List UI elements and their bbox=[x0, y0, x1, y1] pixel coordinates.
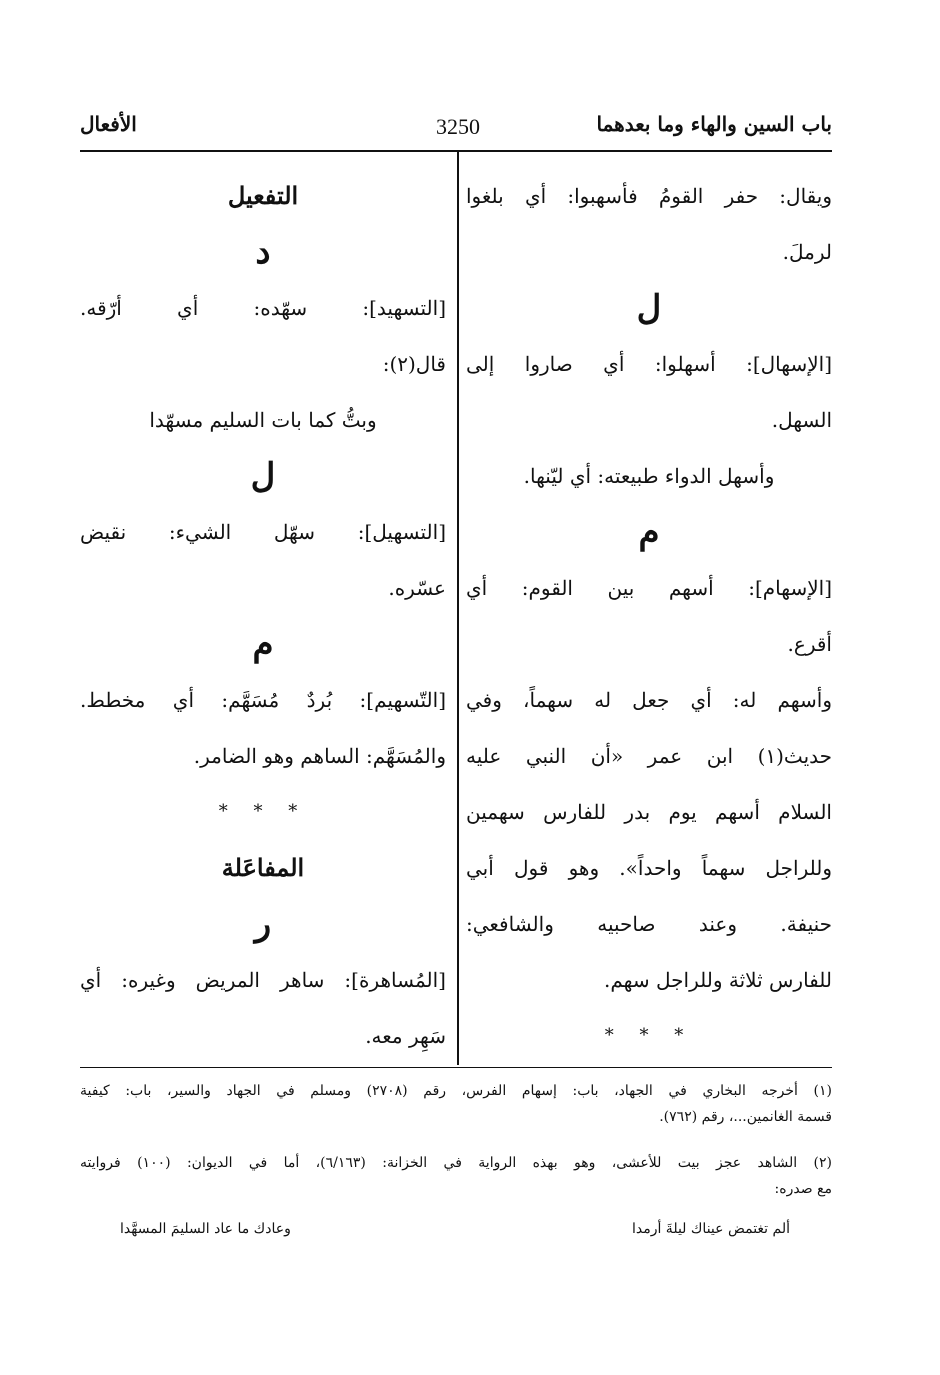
letter-heading-lam: ل bbox=[250, 456, 276, 496]
verse-first-hemistich: ألم تغتمض عيناك ليلةَ أرمدا bbox=[631, 1221, 790, 1237]
running-header-chapter: باب السين والهاء وما بعدهما bbox=[596, 112, 832, 136]
text-line: ويقال: حفر القومُ فأسهبوا: أي بلغوا bbox=[466, 184, 832, 208]
footnote-line: (١) أخرجه البخاري في الجهاد، باب: إسهام الفرس، رقم (٢٧٠٨) ومسلم في الجهاد والسير، باب: كيفية bbox=[80, 1083, 832, 1099]
text-line: [التسهيد]: سهّده: أي أرّقه. bbox=[80, 296, 446, 320]
text-line: وللراجل سهماً واحداً». وهو قول أبي bbox=[466, 856, 832, 880]
text-line: السهل. bbox=[771, 408, 832, 432]
text-line: حنيفة. وعند صاحبيه والشافعي: bbox=[466, 912, 832, 936]
running-header-section: الأفعال bbox=[80, 112, 137, 136]
text-line: السلام أسهم يوم بدر للفارس سهمين bbox=[466, 800, 832, 824]
verse-second-hemistich: وعادك ما عاد السليمَ المسهَّدا bbox=[120, 1221, 291, 1237]
text-line: سَهِر معه. bbox=[365, 1024, 446, 1048]
left-column bbox=[80, 168, 446, 1064]
page-number: 3250 bbox=[436, 114, 480, 139]
section-title-mufaala: المفاعَلة bbox=[221, 853, 305, 882]
letter-heading-ra: ر bbox=[254, 904, 272, 944]
footnote-rule bbox=[80, 1067, 832, 1068]
letter-heading-lam: ل bbox=[636, 288, 662, 328]
header-rule bbox=[80, 150, 832, 152]
text-line: قال(٢): bbox=[382, 352, 446, 376]
text-line: [التسهيل]: سهّل الشيء: نقيض bbox=[80, 520, 446, 544]
letter-heading-dal: د bbox=[255, 232, 271, 272]
footnote-verse bbox=[120, 1221, 790, 1247]
text-line: [الإسهام]: أسهم بين القوم: أي bbox=[466, 576, 832, 600]
text-line: وأسهل الدواء طبيعته: أي ليّنها. bbox=[523, 464, 775, 488]
verse-line: وبتُّ كما بات السليم مسهّدا bbox=[149, 408, 377, 432]
footnote-2 bbox=[80, 1150, 832, 1202]
text-line: [الإسهال]: أسهلوا: أي صاروا إلى bbox=[466, 352, 832, 376]
text-line: عسّره. bbox=[388, 576, 446, 600]
footnote-line: مع صدره: bbox=[774, 1181, 832, 1197]
text-line: والمُسَهَّم: الساهم وهو الضامر. bbox=[193, 744, 446, 768]
column-divider bbox=[457, 150, 459, 1065]
section-separator: * * * bbox=[218, 801, 308, 822]
footnote-1 bbox=[80, 1078, 832, 1130]
letter-heading-mim: م bbox=[638, 512, 660, 552]
text-line: حديث(١) ابن عمر «أن النبي عليه bbox=[466, 744, 832, 768]
text-line: أقرع. bbox=[787, 632, 832, 656]
text-line: [المُساهرة]: ساهر المريض وغيره: أي bbox=[80, 968, 446, 992]
letter-heading-mim: م bbox=[252, 624, 274, 664]
text-line: [التّسهيم]: بُردٌ مُسَهَّم: أي مخطط. bbox=[80, 688, 446, 712]
text-line: لرملَ. bbox=[782, 240, 832, 264]
section-title-tafeel: التفعيل bbox=[227, 181, 299, 210]
footnote-line: قسمة الغانمين...، رقم (٧٦٢). bbox=[659, 1109, 832, 1125]
text-line: للفارس ثلاثة وللراجل سهم. bbox=[604, 968, 832, 992]
text-line: وأسهم له: أي جعل له سهماً، وفي bbox=[466, 688, 832, 712]
right-column bbox=[466, 168, 832, 1064]
section-separator: * * * bbox=[604, 1025, 694, 1046]
footnote-line: (٢) الشاهد عجز بيت للأعشى، وهو بهذه الرواية في الخزانة: (٦/١٦٣)، أما في الديوان: (١٠٠) فروايته bbox=[80, 1155, 833, 1171]
